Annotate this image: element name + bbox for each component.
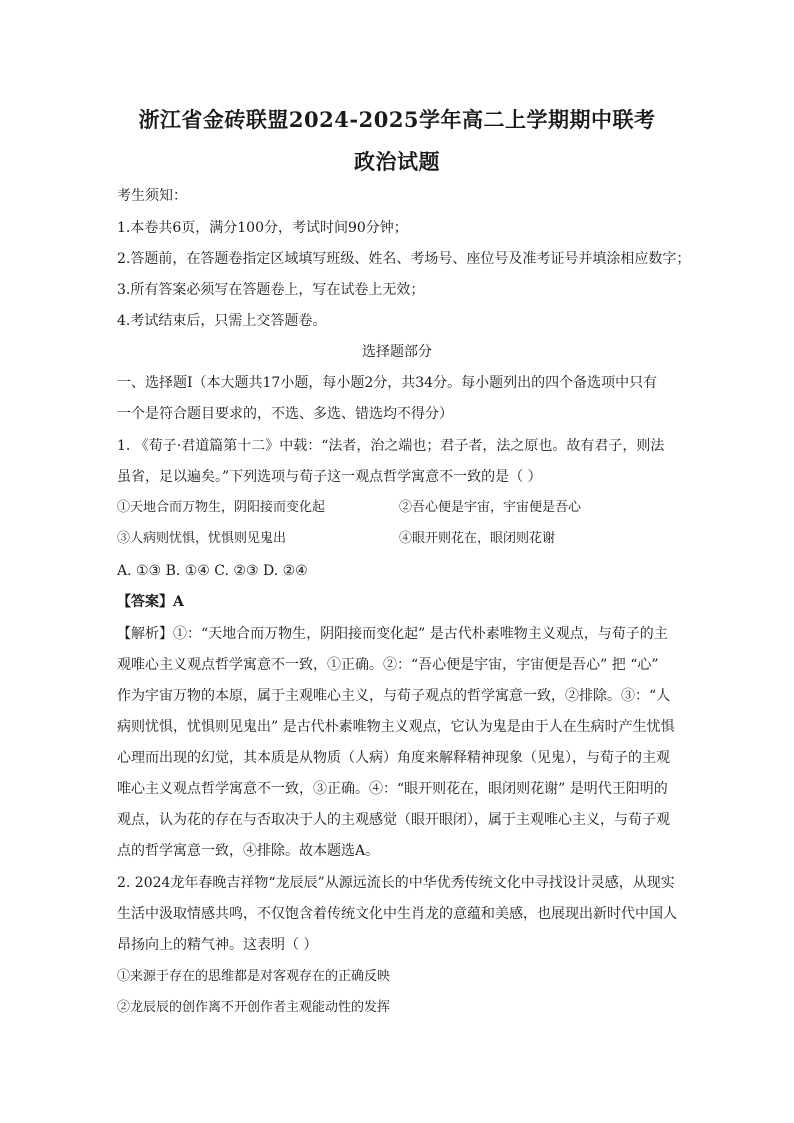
section-title: 选择题部分 xyxy=(362,344,432,360)
notice-item-1: 1.本卷共6页，满分100分，考试时间90分钟； xyxy=(117,220,408,236)
exam-subject-title: 政治试题 xyxy=(354,149,440,174)
notice-item-4: 4.考试结束后，只需上交答题卷。 xyxy=(117,313,327,329)
q1-analysis-line-1: 【解析】①：“天地合而万物生，阴阳接而变化起” 是古代朴素唯物主义观点，与荀子的主 xyxy=(117,626,668,642)
notice-item-2: 2.答题前，在答题卷指定区域填写班级、姓名、考场号、座位号及准考证号并填涂相应数字； xyxy=(117,251,691,267)
section-intro-line-1: 一、选择题Ⅰ（本大题共17小题，每小题2分，共34分。每小题列出的四个备选项中只有 xyxy=(117,375,658,391)
q2-stem-line-3: 昂扬向上的精气神。这表明（ ） xyxy=(117,937,318,953)
q1-stem-line-1: 1. 《荀子·君道篇第十二》中载：“法者，治之端也；君子者，法之原也。故有君子，则法 xyxy=(117,438,665,454)
q1-option-4: ④眼开则花在，眼闭则花谢 xyxy=(399,531,556,546)
q1-analysis-line-7: 观点，认为花的存在与否取决于人的主观感觉（眼开眼闭），属于主观唯心主义，与荀子观 xyxy=(117,812,670,828)
notice-heading: 考生须知： xyxy=(117,188,187,204)
q1-option-3: ③人病则忧惧，忧惧则见鬼出 xyxy=(117,531,287,546)
section-intro-line-2: 一个是符合题目要求的，不选、多选、错选均不得分） xyxy=(117,406,453,422)
q1-analysis-line-3: 作为宇宙万物的本原，属于主观唯心主义，与荀子观点的哲学寓意一致，②排除。③：“人 xyxy=(117,688,671,704)
q1-analysis-line-4: 病则忧惧，忧惧则见鬼出” 是古代朴素唯物主义观点，它认为鬼是由于人在生病时产生忧惧 xyxy=(117,719,675,735)
notice-item-3: 3.所有答案必须写在答题卷上，写在试卷上无效； xyxy=(117,282,425,298)
q1-option-1: ①天地合而万物生，阴阳接而变化起 xyxy=(117,500,326,515)
q1-stem-line-2: 虽省，足以遍矣。”下列选项与荀子这一观点哲学寓意不一致的是（ ） xyxy=(117,469,542,485)
q2-option-2: ②龙辰辰的创作离不开创作者主观能动性的发挥 xyxy=(117,1000,391,1015)
q2-stem-line-2: 生活中汲取情感共鸣，不仅饱含着传统文化中生肖龙的意蕴和美感，也展现出新时代中国人 xyxy=(117,906,677,922)
q1-choices: A. ①③ B. ①④ C. ②③ D. ②④ xyxy=(117,563,308,579)
q1-option-2: ②吾心便是宇宙，宇宙便是吾心 xyxy=(399,500,582,515)
q2-option-1: ①来源于存在的思维都是对客观存在的正确反映 xyxy=(117,969,391,984)
q1-analysis-line-2: 观唯心主义观点哲学寓意不一致，①正确。②：“吾心便是宇宙，宇宙便是吾心” 把 “心” xyxy=(117,657,659,673)
q1-analysis-line-5: 心理而出现的幻觉，其本质是从物质（人病）角度来解释精神现象（见鬼），与荀子的主观 xyxy=(117,750,670,766)
exam-title: 浙江省金砖联盟2024-2025学年高二上学期期中联考 xyxy=(138,107,656,132)
q1-analysis-line-6: 唯心主义观点哲学寓意不一致，③正确。④：“眼开则花在，眼闭则花谢” 是明代王阳明的 xyxy=(117,781,668,797)
q1-answer: 【答案】A xyxy=(117,594,184,610)
q1-analysis-line-8: 点的哲学寓意一致，④排除。故本题选A。 xyxy=(117,843,380,859)
q2-stem-line-1: 2. 2024龙年春晚吉祥物“龙辰辰”从源远流长的中华优秀传统文化中寻找设计灵感，从现实 xyxy=(117,875,675,891)
